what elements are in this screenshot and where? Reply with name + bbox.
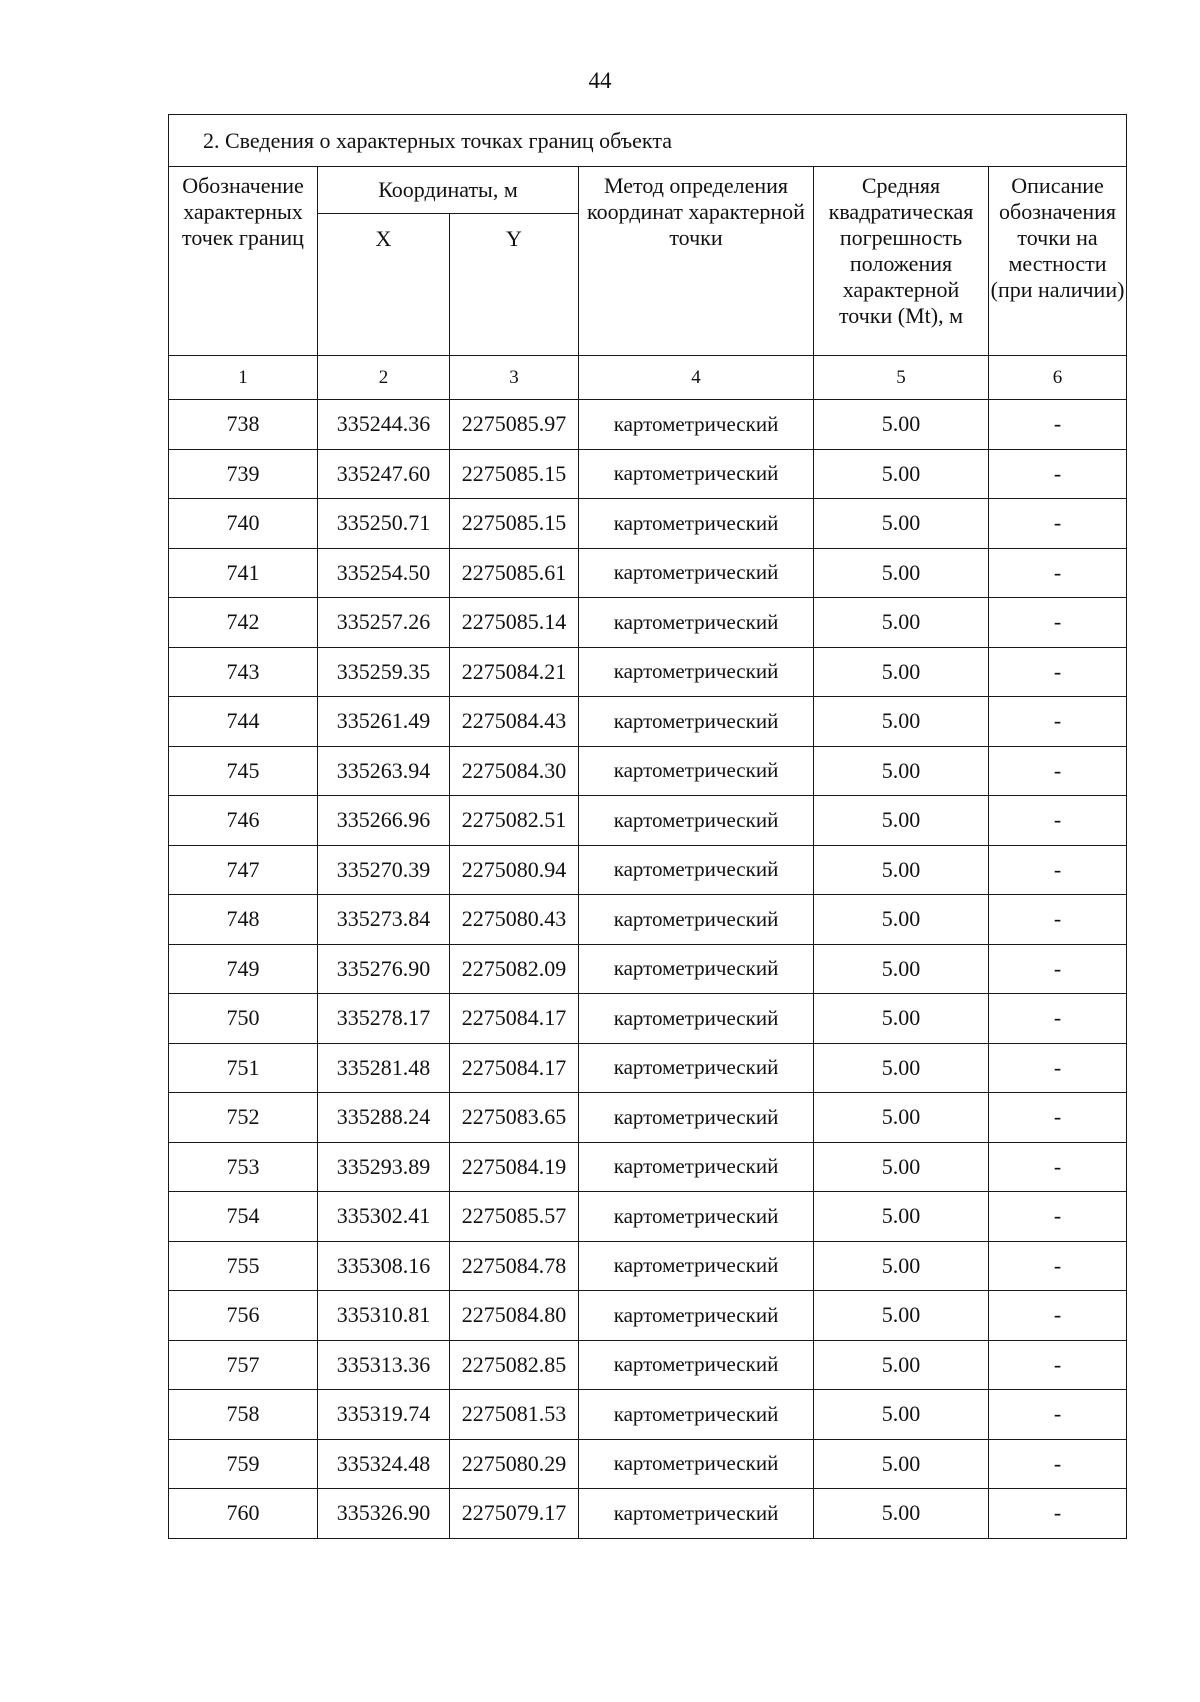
header-error: Средняя квадратическая погрешность положения характерной точки (Mt), м	[814, 167, 989, 356]
point-cell: 739	[169, 449, 318, 499]
header-description: Описание обозначения точки на местности (при наличии)	[989, 167, 1127, 356]
error-cell: 5.00	[814, 1142, 989, 1192]
description-cell: -	[989, 1439, 1127, 1489]
column-number: 3	[450, 356, 579, 400]
description-cell: -	[989, 1340, 1127, 1390]
error-cell: 5.00	[814, 647, 989, 697]
header-designation: Обозначение характерных точек границ	[169, 167, 318, 356]
error-cell: 5.00	[814, 895, 989, 945]
column-number: 2	[318, 356, 450, 400]
table-row	[169, 400, 1127, 450]
error-cell: 5.00	[814, 499, 989, 549]
point-cell: 745	[169, 746, 318, 796]
description-cell: -	[989, 994, 1127, 1044]
y-coordinate-cell: 2275084.30	[450, 746, 579, 796]
boundary-points-table	[168, 114, 1127, 1539]
y-coordinate-cell: 2275084.19	[450, 1142, 579, 1192]
x-coordinate-cell: 335270.39	[318, 845, 450, 895]
y-coordinate-cell: 2275082.09	[450, 944, 579, 994]
method-cell: картометрический	[579, 697, 814, 747]
error-cell: 5.00	[814, 944, 989, 994]
error-cell: 5.00	[814, 697, 989, 747]
y-coordinate-cell: 2275084.43	[450, 697, 579, 747]
description-cell: -	[989, 1192, 1127, 1242]
point-cell: 755	[169, 1241, 318, 1291]
error-cell: 5.00	[814, 1241, 989, 1291]
y-coordinate-cell: 2275080.94	[450, 845, 579, 895]
y-coordinate-cell: 2275085.15	[450, 499, 579, 549]
error-cell: 5.00	[814, 1192, 989, 1242]
description-cell: -	[989, 548, 1127, 598]
y-coordinate-cell: 2275085.14	[450, 598, 579, 648]
point-cell: 747	[169, 845, 318, 895]
method-cell: картометрический	[579, 400, 814, 450]
method-cell: картометрический	[579, 449, 814, 499]
point-cell: 751	[169, 1043, 318, 1093]
x-coordinate-cell: 335266.96	[318, 796, 450, 846]
method-cell: картометрический	[579, 845, 814, 895]
x-coordinate-cell: 335324.48	[318, 1439, 450, 1489]
description-cell: -	[989, 1142, 1127, 1192]
description-cell: -	[989, 1241, 1127, 1291]
header-coordinates: Координаты, м	[318, 167, 579, 214]
error-cell: 5.00	[814, 1093, 989, 1143]
y-coordinate-cell: 2275079.17	[450, 1489, 579, 1539]
header-method: Метод определения координат характерной точки	[579, 167, 814, 356]
y-coordinate-cell: 2275081.53	[450, 1390, 579, 1440]
point-cell: 753	[169, 1142, 318, 1192]
table-row	[169, 548, 1127, 598]
description-cell: -	[989, 796, 1127, 846]
description-cell: -	[989, 598, 1127, 648]
point-cell: 754	[169, 1192, 318, 1242]
description-cell: -	[989, 400, 1127, 450]
table-row	[169, 1390, 1127, 1440]
method-cell: картометрический	[579, 1093, 814, 1143]
y-coordinate-cell: 2275084.21	[450, 647, 579, 697]
error-cell: 5.00	[814, 598, 989, 648]
description-cell: -	[989, 1043, 1127, 1093]
x-coordinate-cell: 335247.60	[318, 449, 450, 499]
method-cell: картометрический	[579, 647, 814, 697]
error-cell: 5.00	[814, 1291, 989, 1341]
method-cell: картометрический	[579, 1043, 814, 1093]
error-cell: 5.00	[814, 1390, 989, 1440]
method-cell: картометрический	[579, 1241, 814, 1291]
x-coordinate-cell: 335254.50	[318, 548, 450, 598]
point-cell: 741	[169, 548, 318, 598]
error-cell: 5.00	[814, 746, 989, 796]
x-coordinate-cell: 335261.49	[318, 697, 450, 747]
description-cell: -	[989, 895, 1127, 945]
y-coordinate-cell: 2275084.17	[450, 1043, 579, 1093]
y-coordinate-cell: 2275085.15	[450, 449, 579, 499]
error-cell: 5.00	[814, 796, 989, 846]
column-number: 1	[169, 356, 318, 400]
column-numbers-row	[169, 356, 1127, 400]
x-coordinate-cell: 335319.74	[318, 1390, 450, 1440]
error-cell: 5.00	[814, 1439, 989, 1489]
y-coordinate-cell: 2275084.17	[450, 994, 579, 1044]
method-cell: картометрический	[579, 746, 814, 796]
description-cell: -	[989, 1093, 1127, 1143]
description-cell: -	[989, 499, 1127, 549]
point-cell: 759	[169, 1439, 318, 1489]
x-coordinate-cell: 335250.71	[318, 499, 450, 549]
error-cell: 5.00	[814, 845, 989, 895]
table-row	[169, 796, 1127, 846]
section-title-row	[169, 115, 1127, 167]
x-coordinate-cell: 335308.16	[318, 1241, 450, 1291]
method-cell: картометрический	[579, 499, 814, 549]
y-coordinate-cell: 2275080.29	[450, 1439, 579, 1489]
x-coordinate-cell: 335293.89	[318, 1142, 450, 1192]
table-row	[169, 944, 1127, 994]
y-coordinate-cell: 2275084.80	[450, 1291, 579, 1341]
column-number: 5	[814, 356, 989, 400]
error-cell: 5.00	[814, 1043, 989, 1093]
x-coordinate-cell: 335302.41	[318, 1192, 450, 1242]
point-cell: 758	[169, 1390, 318, 1440]
point-cell: 756	[169, 1291, 318, 1341]
table-row	[169, 845, 1127, 895]
table-row	[169, 1093, 1127, 1143]
method-cell: картометрический	[579, 598, 814, 648]
table-row	[169, 499, 1127, 549]
table-body	[169, 400, 1127, 1539]
x-coordinate-cell: 335273.84	[318, 895, 450, 945]
method-cell: картометрический	[579, 944, 814, 994]
y-coordinate-cell: 2275080.43	[450, 895, 579, 945]
table-header	[169, 115, 1127, 400]
table-row	[169, 1340, 1127, 1390]
method-cell: картометрический	[579, 994, 814, 1044]
method-cell: картометрический	[579, 1439, 814, 1489]
header-row	[169, 167, 1127, 214]
table-row	[169, 994, 1127, 1044]
header-y: Y	[450, 214, 579, 356]
error-cell: 5.00	[814, 548, 989, 598]
table-row	[169, 1291, 1127, 1341]
x-coordinate-cell: 335276.90	[318, 944, 450, 994]
point-cell: 738	[169, 400, 318, 450]
point-cell: 746	[169, 796, 318, 846]
point-cell: 750	[169, 994, 318, 1044]
table-row	[169, 697, 1127, 747]
table-row	[169, 1192, 1127, 1242]
y-coordinate-cell: 2275082.85	[450, 1340, 579, 1390]
header-x: X	[318, 214, 450, 356]
point-cell: 740	[169, 499, 318, 549]
column-number: 4	[579, 356, 814, 400]
y-coordinate-cell: 2275085.97	[450, 400, 579, 450]
error-cell: 5.00	[814, 1340, 989, 1390]
method-cell: картометрический	[579, 1390, 814, 1440]
y-coordinate-cell: 2275085.61	[450, 548, 579, 598]
x-coordinate-cell: 335259.35	[318, 647, 450, 697]
x-coordinate-cell: 335257.26	[318, 598, 450, 648]
method-cell: картометрический	[579, 1142, 814, 1192]
description-cell: -	[989, 1489, 1127, 1539]
x-coordinate-cell: 335281.48	[318, 1043, 450, 1093]
point-cell: 760	[169, 1489, 318, 1539]
point-cell: 757	[169, 1340, 318, 1390]
description-cell: -	[989, 1390, 1127, 1440]
point-cell: 742	[169, 598, 318, 648]
table-row	[169, 647, 1127, 697]
table-row	[169, 1241, 1127, 1291]
page-number: 44	[588, 68, 612, 93]
method-cell: картометрический	[579, 1291, 814, 1341]
method-cell: картометрический	[579, 796, 814, 846]
x-coordinate-cell: 335244.36	[318, 400, 450, 450]
description-cell: -	[989, 1291, 1127, 1341]
error-cell: 5.00	[814, 1489, 989, 1539]
table-row	[169, 895, 1127, 945]
table-row	[169, 1043, 1127, 1093]
description-cell: -	[989, 647, 1127, 697]
point-cell: 744	[169, 697, 318, 747]
table-row	[169, 598, 1127, 648]
point-cell: 749	[169, 944, 318, 994]
x-coordinate-cell: 335313.36	[318, 1340, 450, 1390]
point-cell: 752	[169, 1093, 318, 1143]
x-coordinate-cell: 335263.94	[318, 746, 450, 796]
section-title: 2. Сведения о характерных точках границ объекта	[169, 115, 1127, 167]
x-coordinate-cell: 335288.24	[318, 1093, 450, 1143]
x-coordinate-cell: 335326.90	[318, 1489, 450, 1539]
y-coordinate-cell: 2275083.65	[450, 1093, 579, 1143]
table-row	[169, 1142, 1127, 1192]
y-coordinate-cell: 2275084.78	[450, 1241, 579, 1291]
description-cell: -	[989, 697, 1127, 747]
description-cell: -	[989, 944, 1127, 994]
y-coordinate-cell: 2275085.57	[450, 1192, 579, 1242]
error-cell: 5.00	[814, 994, 989, 1044]
point-cell: 743	[169, 647, 318, 697]
x-coordinate-cell: 335278.17	[318, 994, 450, 1044]
y-coordinate-cell: 2275082.51	[450, 796, 579, 846]
description-cell: -	[989, 845, 1127, 895]
description-cell: -	[989, 449, 1127, 499]
error-cell: 5.00	[814, 449, 989, 499]
column-number: 6	[989, 356, 1127, 400]
method-cell: картометрический	[579, 1489, 814, 1539]
table-row	[169, 1439, 1127, 1489]
point-cell: 748	[169, 895, 318, 945]
error-cell: 5.00	[814, 400, 989, 450]
table-row	[169, 746, 1127, 796]
table-row	[169, 1489, 1127, 1539]
x-coordinate-cell: 335310.81	[318, 1291, 450, 1341]
method-cell: картометрический	[579, 1192, 814, 1242]
method-cell: картометрический	[579, 548, 814, 598]
description-cell: -	[989, 746, 1127, 796]
table-row	[169, 449, 1127, 499]
method-cell: картометрический	[579, 895, 814, 945]
method-cell: картометрический	[579, 1340, 814, 1390]
